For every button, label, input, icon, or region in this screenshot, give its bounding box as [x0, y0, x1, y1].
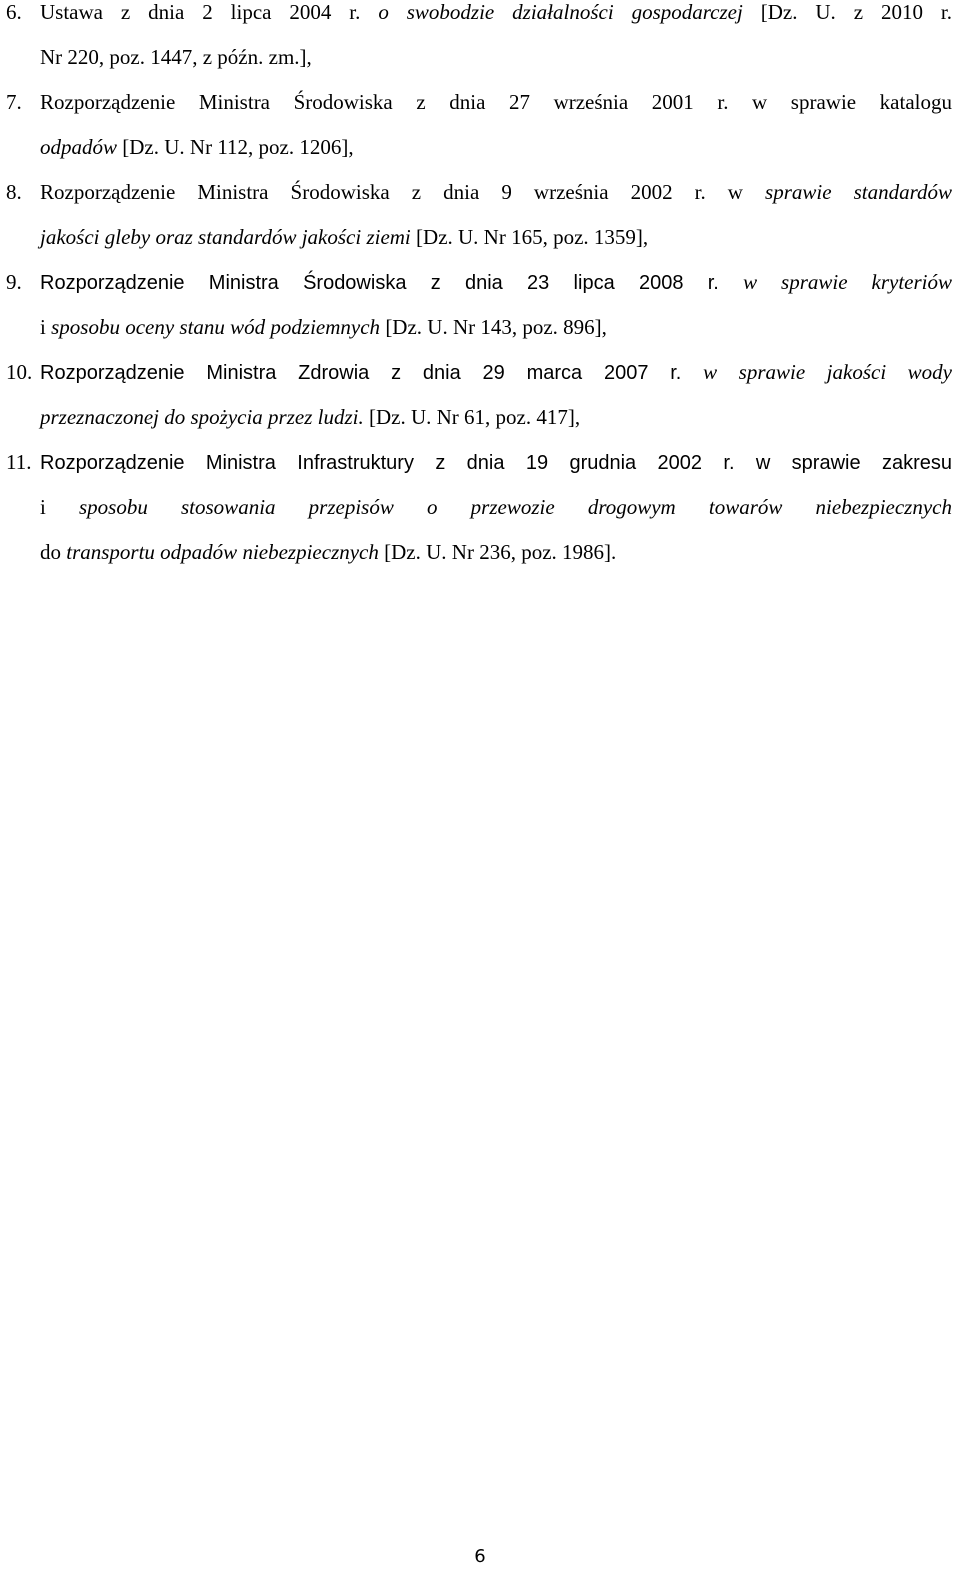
reference-line: i sposobu oceny stanu wód podziemnych [Dz. U. Nr 143, poz. 896], [40, 315, 607, 339]
reference-line: Rozporządzenie Ministra Środowiska z dnia 27 września 2001 r. w sprawie katalogu [40, 90, 952, 114]
reference-line: jakości gleby oraz standardów jakości ziemi [Dz. U. Nr 165, poz. 1359], [40, 225, 649, 249]
reference-line: przeznaczonej do spożycia przez ludzi. [Dz. U. Nr 61, poz. 417], [40, 405, 581, 429]
reference-number: 6. [6, 0, 22, 24]
reference-line: Rozporządzenie Ministra Infrastruktury z dnia 19 grudnia 2002 r. w sprawie zakresu [40, 452, 952, 474]
reference-line: Ustawa z dnia 2 lipca 2004 r. o swobodzie działalności gospodarczej [Dz. U. z 2010 r. [40, 0, 952, 24]
page-number: 6 [474, 1546, 486, 1567]
reference-line: Nr 220, poz. 1447, z późn. zm.], [40, 45, 312, 69]
reference-number: 10. [6, 360, 33, 384]
reference-number: 8. [6, 180, 22, 204]
reference-line: Rozporządzenie Ministra Środowiska z dnia 23 lipca 2008 r. w sprawie kryteriów [40, 270, 953, 294]
reference-number: 7. [6, 90, 22, 114]
reference-number: 11. [6, 450, 32, 474]
reference-line: odpadów [Dz. U. Nr 112, poz. 1206], [40, 135, 354, 159]
reference-line: Rozporządzenie Ministra Zdrowia z dnia 29 marca 2007 r. w sprawie jakości wody [40, 360, 952, 384]
reference-line: do transportu odpadów niebezpiecznych [Dz. U. Nr 236, poz. 1986]. [40, 540, 617, 564]
reference-line: i sposobu stosowania przepisów o przewozie drogowym towarów niebezpiecznych [40, 495, 952, 519]
reference-number: 9. [6, 270, 22, 294]
reference-line: Rozporządzenie Ministra Środowiska z dnia 9 września 2002 r. w sprawie standardów [40, 180, 952, 204]
